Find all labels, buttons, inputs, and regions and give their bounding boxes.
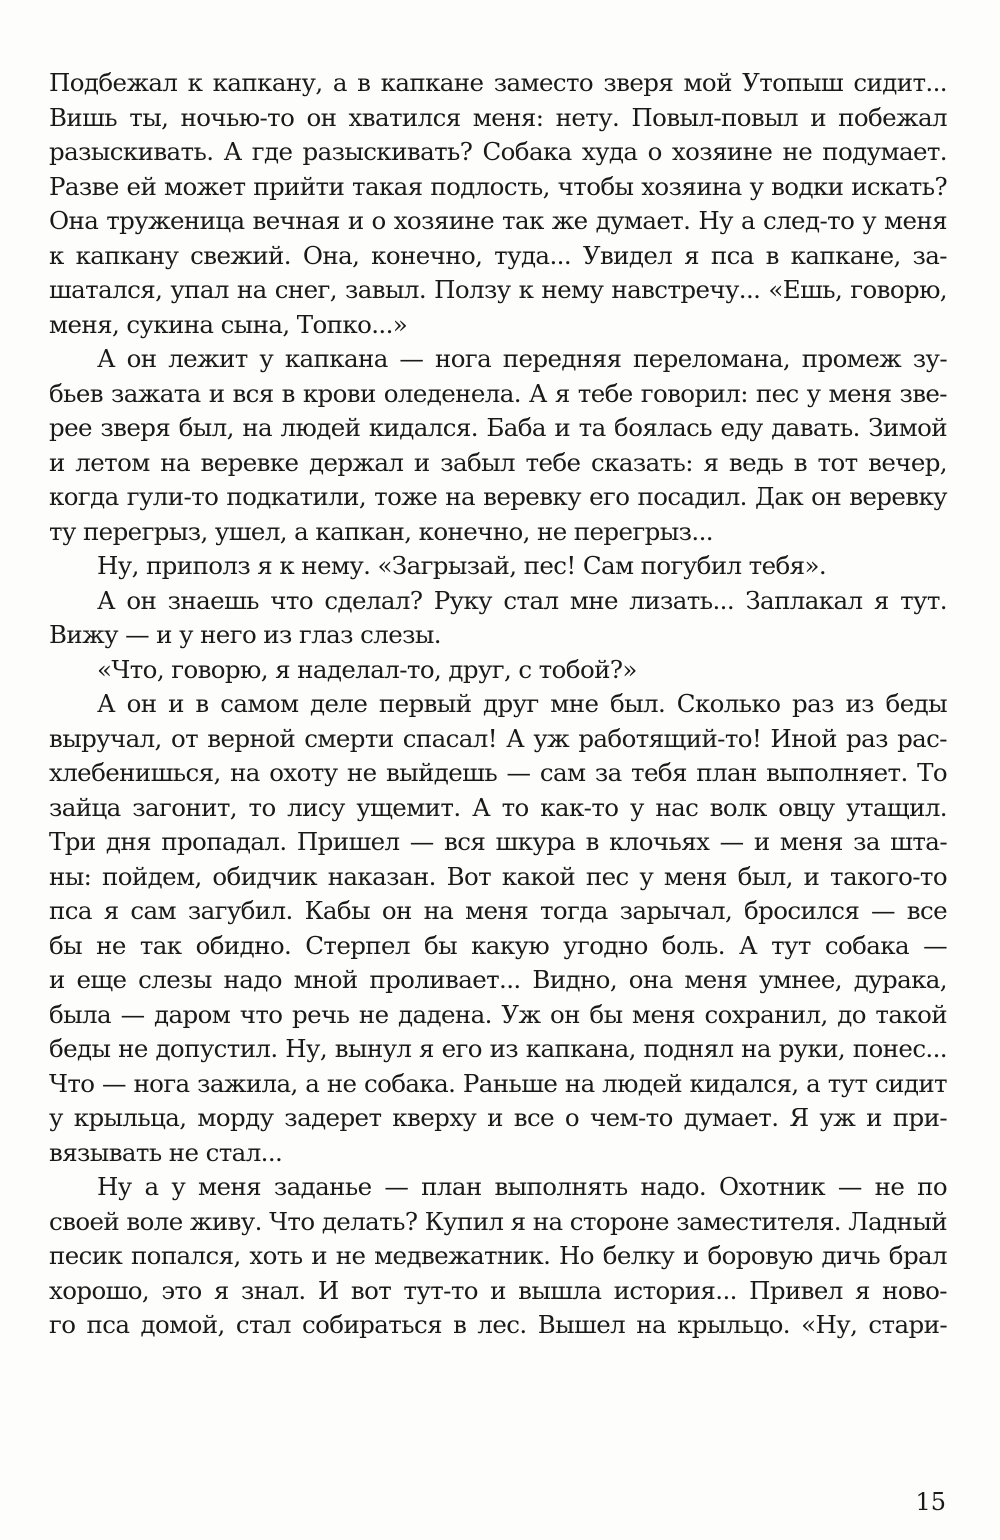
text-line: пса я сам загубил. Кабы он на меня тогда зарычал, бросился — все [49,896,947,925]
text-line: го пса домой, стал собираться в лес. Вышел на крыльцо. «Ну, стари- [49,1310,947,1339]
text-line: А он и в самом деле первый друг мне был. Сколько раз из беды [97,689,947,718]
text-line: бы не так обидно. Стерпел бы какую угодно боль. А тут собака — [49,930,947,960]
text-line: рее зверя был, на людей кидался. Баба и та боялась еду давать. Зимой [49,413,947,442]
body-text [49,66,947,1343]
text-line: шатался, упал на снег, завыл. Ползу к нему навстречу... «Ешь, говорю, [49,275,947,304]
text-line: А он лежит у капкана — нога передняя переломана, промеж зу- [97,344,947,373]
text-line: бьев зажата и вся в крови оледенела. А я тебе говорил: пес у меня зве- [49,378,947,408]
text-line: А он знаешь что сделал? Руку стал мне лизать... Заплакал я тут. [97,585,947,615]
text-line: выручал, от верной смерти спасал! А уж работящий-то! Иной раз рас- [49,723,947,753]
text-line: и еще слезы надо мной проливает... Видно, она меня умнее, дурака, [49,965,947,994]
text-line: песик попался, хоть и не медвежатник. Но белку и боровую дичь брал [49,1241,947,1270]
text-line: к капкану свежий. Она, конечно, туда... Увидел я пса в капкане, за- [49,240,947,270]
text-line: Вишь ты, ночью-то он хватился меня: нету. Повыл-повыл и побежал [49,102,947,132]
text-line: зайца загонит, то лису ущемит. А то как-то у нас волк овцу утащил. [49,792,947,822]
text-line: вязывать не стал... [49,1137,283,1167]
page-number: 15 [915,1488,946,1516]
text-line: меня, сукина сына, Топко...» [49,309,408,339]
text-line: Вижу — и у него из глаз слезы. [49,620,441,649]
text-line: когда гули-то подкатили, тоже на веревку его посадил. Дак он веревку [49,482,947,511]
text-line: Она труженица вечная и о хозяине так же думает. Ну а след-то у меня [49,206,947,235]
text-line: Три дня пропадал. Пришел — вся шкура в клочьях — и меня за шта- [49,827,947,856]
text-line: Подбежал к капкану, а в капкане заместо зверя мой Утопыш сидит... [49,68,947,97]
text-line: беды не допустил. Ну, вынул я его из капкана, поднял на руки, понес... [49,1034,947,1063]
text-line: своей воле живу. Что делать? Купил я на стороне заместителя. Ладный [49,1206,947,1236]
text-line: «Что, говорю, я наделал-то, друг, с тобой?» [97,654,637,684]
text-line: Ну, приполз я к нему. «Загрызай, пес! Сам погубил тебя». [97,551,827,580]
text-line: разыскивать. А где разыскивать? Собака худа о хозяине не подумает. [49,137,947,166]
text-line: хлебенишься, на охоту не выйдешь — сам за тебя план выполняет. То [49,758,947,787]
text-line: хорошо, это я знал. И вот тут-то и вышла история... Привел я ново- [49,1275,947,1305]
text-line: Что — нога зажила, а не собака. Раньше на людей кидался, а тут сидит [49,1068,947,1098]
text-line: Разве ей может прийти такая подлость, чтобы хозяина у водки искать? [49,171,947,201]
text-line: была — даром что речь не дадена. Уж он бы меня сохранил, до такой [49,999,947,1029]
text-line: у крыльца, морду задерет кверху и все о чем-то думает. Я уж и при- [49,1103,947,1132]
text-line: ту перегрыз, ушел, а капкан, конечно, не перегрыз... [49,516,713,546]
text-line: Ну а у меня заданье — план выполнять надо. Охотник — не по [97,1172,947,1201]
text-line: ны: пойдем, обидчик наказан. Вот какой пес у меня был, и такого-то [49,861,947,891]
text-line: и летом на веревке держал и забыл тебе сказать: я ведь в тот вечер, [49,447,947,477]
